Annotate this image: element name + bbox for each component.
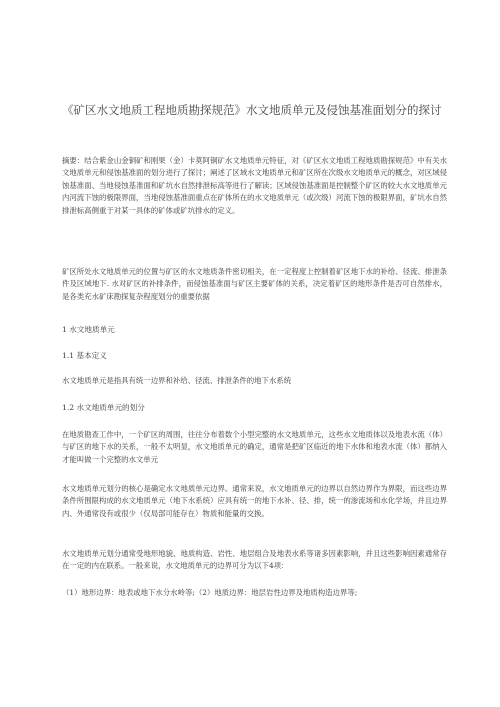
intro-paragraph: 矿区所处水文地质单元的位置与矿区的水文地质条件密切相关，在一定程度上控制着矿区地下水的补给、径流、排泄条件及区域地下. 水对矿区的补排条件，而侵蚀基准面与矿区主要矿体的关系，决定着矿区的地形条件是否可自然排水，是各类充水矿床勘探复杂程度划分的重要依据 [62, 267, 447, 301]
document-title: 《矿区水文地质工程地质勘探规范》水文地质单元及侵蚀基准面划分的探讨 [62, 103, 442, 117]
definition-paragraph: 水文地质单元是指具有统一边界和补给、径流、排泄条件的地下水系统 [62, 376, 292, 385]
section-heading-1-2: 1.2 水文地质单元的划分 [62, 403, 145, 412]
section-heading-1: 1 水文地质单元 [62, 325, 115, 334]
abstract-paragraph: 摘要：结合紫金山金铜矿和刚果（金）卡莫阿铜矿水文地质单元特征，对《矿区水文地质工程地质勘探规范》中有关水文地质单元和侵蚀基准面的划分进行了探讨；阐述了区域水文地质单元和矿区所在次级水文地质单元的概念，对区域侵蚀基准面、当地侵蚀基准面和矿坑水自然排泄标高等进行了解读；区域侵蚀基准面是控制整个矿区的较大水文地质单元内河流下蚀的极限界面，当地侵蚀基准面重点在矿体所在的水文地质单元（或次级）河流下蚀的极限界面，矿坑水自然排泄标高侧重于对某一具体的矿体或矿坑排水的定义。 [62, 156, 447, 215]
body-paragraph-3: 水文地质单元划分通常受地形地貌、地质构造、岩性、地层组合及地表水系等诸多因素影响，并且这些影响因素通常存在一定的内在联系。一般来说，水文地质单元的边界可分为以下4项： [62, 549, 447, 571]
body-paragraph-2: 水文地质单元划分的核心是确定水文地质单元边界。通常来说，水文地质单元的边界以自然边界作为界限，而这些边界条件所围限构成的水文地质单元（地下水系统）应具有统一的地下水补、径、排，统一的渗流场和水化学场，并且边界内、外通常没有或很少（仅局部可能存在）物质和能量的交换。 [62, 484, 447, 518]
body-paragraph-1: 在地质勘查工作中，一个矿区的周围，往往分布着数个小型完整的水文地质单元，这些水文地质体以及地表水流（体）与矿区的地下水的关系，一般不太明显，水文地质单元的确定，通常是把矿区临近的地下水体和地表水流（体）都纳入才能叫做一个完整的水文单元 [62, 430, 447, 464]
body-paragraph-4: （1）地形边界：地表或地下水分水岭等;（2）地质边界：地层岩性边界及地质构造边界等; [62, 588, 358, 597]
section-heading-1-1: 1.1 基本定义 [62, 351, 107, 360]
